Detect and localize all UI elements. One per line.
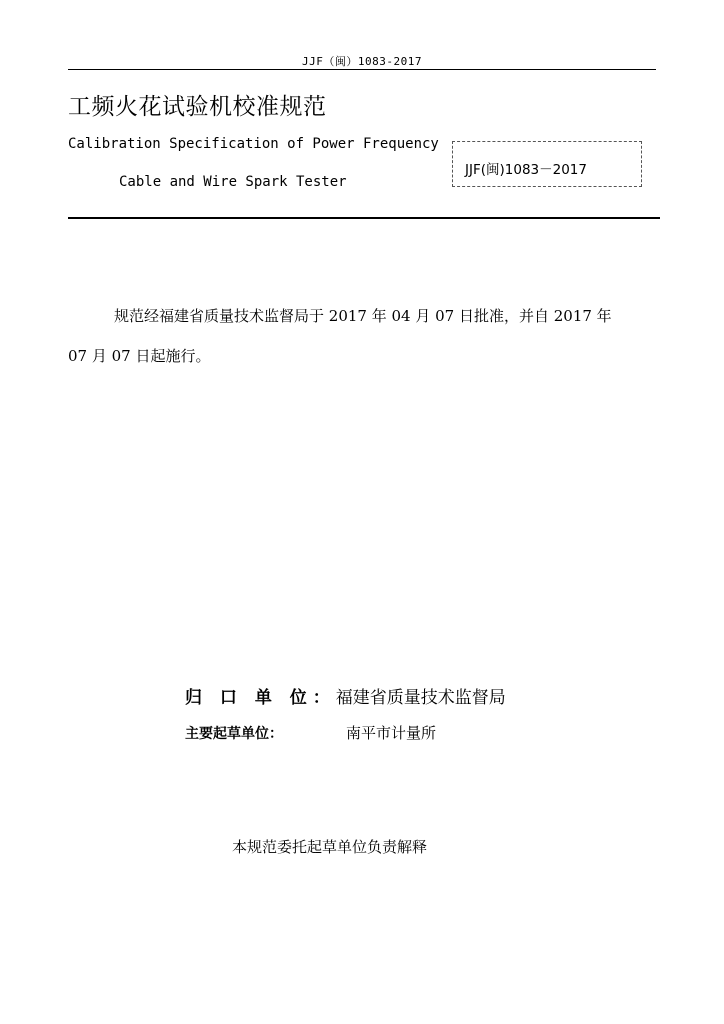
running-header-code: JJF（闽）1083-2017 xyxy=(302,55,422,68)
approval-text-line2: 07 月 07 日起施行。 xyxy=(68,347,211,365)
title-chinese: 工频火花试验机校准规范 xyxy=(68,94,327,120)
responsible-unit xyxy=(185,683,506,708)
title-english-line2: Cable and Wire Spark Tester xyxy=(119,174,347,190)
responsible-unit-value: 福建省质量技术监督局 xyxy=(335,688,506,708)
title-english-line1: Calibration Specification of Power Frequency xyxy=(68,136,439,152)
specification-code: JJF(闽)1083－2017 xyxy=(465,162,587,178)
approval-text-line1: 规范经福建省质量技术监督局于 2017 年 04 月 07 日批准，并自 2017 年 xyxy=(114,307,612,325)
title-rule xyxy=(68,217,660,219)
header-rule xyxy=(68,69,656,70)
drafting-unit xyxy=(185,723,283,743)
drafting-unit-label: 主要起草单位： xyxy=(185,726,283,742)
responsible-unit-label: 归 口 单 位： xyxy=(185,688,336,708)
drafting-unit-value: 南平市计量所 xyxy=(346,724,437,742)
interpretation-statement: 本规范委托起草单位负责解释 xyxy=(232,838,428,856)
